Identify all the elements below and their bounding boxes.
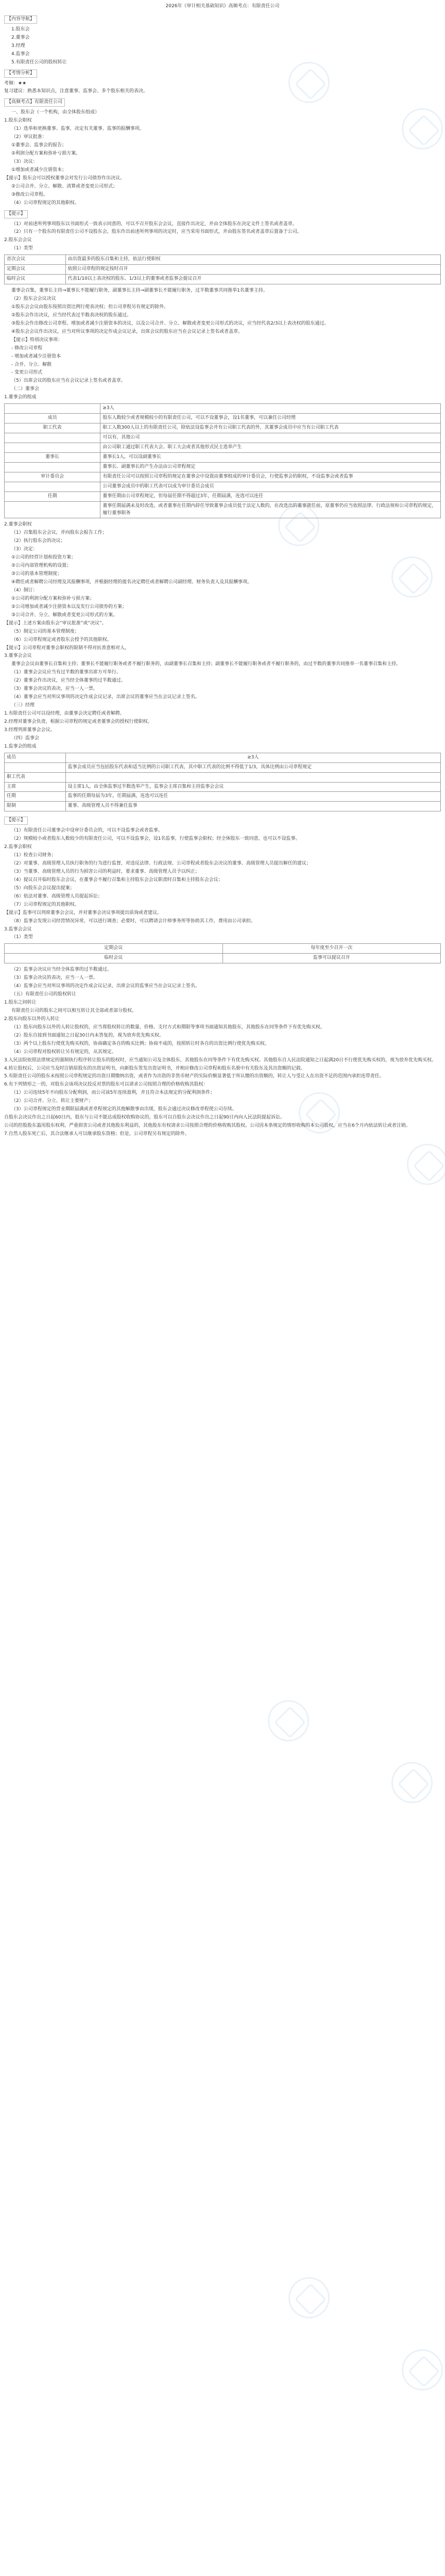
text-line: （2）监事会决议应当经全体监事的过半数通过。 xyxy=(11,967,112,973)
hint-tag: 【提示】 xyxy=(4,210,28,218)
sub-heading: 2.股东向股东以外的人转让 xyxy=(4,1016,60,1022)
table-cell: 可以有，其他公司 xyxy=(100,433,441,443)
text-line: （3）当董事、高级管理人员的行为损害公司的利益时，要求董事、高级管理人员予以纠正； xyxy=(11,869,200,874)
table-cell xyxy=(5,462,100,472)
meeting-type-table xyxy=(4,255,441,284)
text-line: （3）董事会决议的表决，应当一人一票。 xyxy=(11,686,98,692)
hint-text: （1）有限责任公司董事会中设审计委员会的，可以不设监事会或者监事。 xyxy=(11,828,163,834)
table-cell: 首次会议 xyxy=(5,255,66,265)
text-line: （4）公司章程对股权转让另有规定的，从其规定。 xyxy=(11,1049,116,1055)
table-cell: 限制 xyxy=(5,802,66,811)
list-item: - 增加或者减少注册资本 xyxy=(11,353,61,359)
hint-line: 【提示】特别决议事项： xyxy=(11,337,63,343)
sub-heading: 3.监事会会议 xyxy=(4,926,32,932)
text-line: ①股东会会议由股东按照出资比例行使表决权；但公司章程另有规定的除外。 xyxy=(11,304,169,310)
text-line: ④聘任或者解聘公司经理及其报酬事项，并根据经理的提名决定聘任或者解聘公司副经理、财务负责人及其报酬事项。 xyxy=(11,580,252,585)
text-line: ①增加或者减少注册资本； xyxy=(11,167,67,173)
text-line: （2）审议批准： xyxy=(11,134,47,140)
table-row xyxy=(5,472,441,482)
text-line: （5）出席会议的股东应当在会议记录上签名或者盖章。 xyxy=(11,378,126,384)
text-line: ②公司内部管理机构的设置； xyxy=(11,563,72,569)
text-line: （2）执行股东会的决议； xyxy=(11,538,65,544)
table-cell xyxy=(65,772,440,782)
sub-heading: （1）类型 xyxy=(11,246,33,251)
text-line: 3.经理列席董事会会议。 xyxy=(4,727,55,733)
table-row xyxy=(5,275,441,284)
text-line: ③公司的基本管理制度； xyxy=(11,571,62,577)
table-cell: 任期 xyxy=(5,492,100,501)
table-row xyxy=(5,462,441,472)
section-heading: （三）经理 xyxy=(11,703,35,708)
text-line: 董事会召集，董事长主持→董事长不能履行职务，副董事长主持→副董事长不能履行职务，过半数董事共同推举1名董事主持。 xyxy=(11,288,268,294)
nav-item: 4.监事会 xyxy=(11,51,30,57)
table-cell: 依照公司章程的规定按时召开 xyxy=(65,265,440,275)
table-cell: 董事长1人，可以设副董事长 xyxy=(100,452,441,462)
text-line: 6.有下列情形之一的，对股东会该项决议投反对票的股东可以请求公司按照合理的价格收购其股权： xyxy=(4,1082,208,1088)
watermark-logo xyxy=(407,1144,445,1185)
list-item: - 变更公司形式 xyxy=(11,370,43,376)
nav-item: 1.股东会 xyxy=(11,26,30,32)
table-cell: 职工代表 xyxy=(5,423,100,433)
table-cell: 临时会议 xyxy=(5,954,223,963)
table-cell: 审计委员会 xyxy=(5,472,100,482)
table-row xyxy=(5,443,441,452)
page-title: 2026年《审计相关基础知识》高频考点：有限责任公司 xyxy=(165,4,280,9)
nav-tag: 【内容导航】 xyxy=(4,15,37,24)
text-line: （1）公司连续5年不向股东分配利润，而公司该5年连续盈利，并且符合本法规定的分配利润条件； xyxy=(11,1090,215,1096)
nav-item: 2.董事会 xyxy=(11,35,30,40)
table-cell: ≥3人 xyxy=(65,753,440,762)
text-line: （4）制订： xyxy=(11,587,38,593)
hint-text: （2）规模较小或者股东人数较少的有限责任公司，可以不设监事会，设1名监事，行使监事会职权；经全体股东一致同意，也可以不设监事。 xyxy=(11,836,300,842)
hint-tag: 【提示】 xyxy=(4,817,28,825)
sub-heading: （1）类型 xyxy=(11,935,33,940)
table-row xyxy=(5,501,441,518)
table-cell: 董事、高级管理人员不得兼任监事 xyxy=(65,802,440,811)
supervisor-composition-table xyxy=(4,753,441,812)
text-line: （3）监事会决议的表决，应当一人一票。 xyxy=(11,975,98,981)
text-line: 有限责任公司的股东之间可以相互转让其全部或者部分股权。 xyxy=(11,1008,137,1013)
text-line: （4）监事会应当对所议事项的决定作成会议记录，出席会议的监事应当在会议记录上签名。 xyxy=(11,984,200,989)
text-line: 3.人民法院依照法律规定的强制执行程序转让股东的股权时，应当通知公司及全体股东，其他股东在同等条件下有优先购买权。其他股东自人民法院通知之日起满20日不行使优先购买权的，视为放弃优先购买权。 xyxy=(4,1057,437,1063)
text-line: （2）股东自接到书面通知之日起30日内未答复的，视为放弃优先购买权。 xyxy=(11,1032,164,1038)
sub-heading: 2.董事会职权 xyxy=(4,522,32,528)
text-line: 公司的控股股东滥用股东权利，严重损害公司或者其他股东利益的，其他股东有权请求公司按照合理的价格收购其股权。公司因本条规定的情形收购的本公司股权，应当在6个月内依法转让或者注销。 xyxy=(4,1123,410,1129)
text-line: （1）董事会会议应当有过半数的董事出席方可举行。 xyxy=(11,670,121,675)
watermark-logo xyxy=(268,1700,309,1741)
text-line: （2）董事会作出决议，应当经全体董事的过半数通过。 xyxy=(11,678,126,684)
table-row xyxy=(5,404,441,414)
list-item: - 修改公司章程 xyxy=(11,345,43,351)
text-line: （7）公司章程规定的其他职权。 xyxy=(11,902,79,907)
difficulty-line: 考频：★★ xyxy=(4,80,27,86)
table-cell xyxy=(5,501,100,518)
nav-item: 5.有限责任公司的股权转让 xyxy=(11,59,67,65)
table-cell xyxy=(5,482,100,492)
table-cell: 由公司职工通过职工代表大会、职工大会或者其他形式民主选举产生 xyxy=(100,443,441,452)
watermark-logo xyxy=(402,2349,443,2391)
table-cell: 每年度至少召开一次 xyxy=(222,944,441,954)
table-row xyxy=(5,492,441,501)
hint-line: 【提示】股东会可以授权董事会对发行公司债券作出决议。 xyxy=(4,175,125,181)
table-row xyxy=(5,255,441,265)
text-line: （3）两个以上股东行使优先购买权的，协商确定各自的购买比例；协商不成的，按照转让时各自的出资比例行使优先购买权。 xyxy=(11,1041,269,1046)
text-line: 7.自然人股东死亡后，其合法继承人可以继承股东资格；但是，公司章程另有规定的除外。 xyxy=(4,1131,190,1137)
text-line: 2.经理对董事会负责，根据公司章程的规定或者董事会的授权行使职权。 xyxy=(4,719,152,724)
table-cell: 设主席1人，由全体监事过半数选举产生，监事会主席召集和主持监事会会议 xyxy=(65,782,440,792)
text-line: ③股东会作出修改公司章程、增加或者减少注册资本的决议，以及公司合并、分立、解散或者变更公司形式的决议，应当经代表2/3以上表决权的股东通过。 xyxy=(11,320,329,326)
text-line: （4）公司章程规定的其他职权。 xyxy=(11,200,79,206)
watermark-logo xyxy=(391,1762,433,1803)
table-cell: 代表1/10以上表决权的股东、1/3以上的董事或者监事会提议召开 xyxy=(65,275,440,284)
board-composition-table xyxy=(4,403,441,518)
table-row xyxy=(5,944,441,954)
text-line: （3）决议： xyxy=(11,159,38,164)
table-row xyxy=(5,762,441,772)
table-cell: 主席 xyxy=(5,782,66,792)
text-line: （6）依法对董事、高级管理人员提起诉讼； xyxy=(11,893,102,899)
text-line: （3）决定： xyxy=(11,547,38,552)
watermark-logo xyxy=(288,2277,330,2318)
text-line: （5）向股东会会议提出提案； xyxy=(11,885,75,891)
text-line: ①公司的经营计划和投资方案； xyxy=(11,555,76,561)
text-line: 4.转让股权后，公司应当及时注销原股东的出资证明书，向新股东签发出资证明书，并相应修改公司章程和股东名册中有关股东及其出资额的记载。 xyxy=(4,1065,305,1071)
text-line: ②公司合并、分立、解散、清算或者变更公司形式； xyxy=(11,183,118,189)
table-cell: 任期 xyxy=(5,792,66,802)
table-row xyxy=(5,265,441,275)
text-line: ①公司的利润分配方案和弥补亏损方案； xyxy=(11,596,95,601)
section-heading: （四）监事会 xyxy=(11,735,40,741)
table-row xyxy=(5,423,441,433)
table-cell: 监事的任期每届为3年，任期届满，连选可以连任 xyxy=(65,792,440,802)
table-cell xyxy=(5,443,100,452)
table-row xyxy=(5,452,441,462)
text-line: ①董事会、监事会的报告； xyxy=(11,143,67,148)
section-heading: （五）有限责任公司的股权转让 xyxy=(11,992,77,997)
supervisor-meeting-table xyxy=(4,943,441,963)
hint-text: （2）只有一个股东的有限责任公司不设股东会，股东作出前述所列事项的决定时，应当采用书面形式，并由股东签名或者盖章后置备于公司。 xyxy=(11,229,302,235)
table-cell: 董事长 xyxy=(5,452,100,462)
table-row xyxy=(5,954,441,963)
text-line: 5.有限责任公司的股东未按照公司章程规定的出资日期缴纳出资，或者作为出资的非货币财产的实际价额显著低于所认缴的出资额的，转让人与受让人在出资不足的范围内承担连带责任。 xyxy=(4,1074,384,1079)
table-row xyxy=(5,792,441,802)
text-line: （3）公司章程规定的营业期限届满或者章程规定的其他解散事由出现，股东会通过决议修改章程使公司存续。 xyxy=(11,1107,237,1112)
text-line: （1）召集股东会会议，并向股东会报告工作； xyxy=(11,530,107,536)
table-row xyxy=(5,482,441,492)
text-line: （8）监事会发现公司经营情况异常，可以进行调查；必要时，可以聘请会计师事务所等协助其工作，费用由公司承担。 xyxy=(11,918,255,924)
table-row xyxy=(5,753,441,762)
table-cell xyxy=(5,404,100,414)
text-line: （1）股东向股东以外的人转让股权的，应当将股权转让的数量、价格、支付方式和期限等事项书面通知其他股东，其他股东在同等条件下有优先购买权。 xyxy=(11,1024,325,1030)
table-cell: 股东人数较少或者规模较小的有限责任公司，可以不设董事会，设1名董事，可以兼任公司经理 xyxy=(100,414,441,423)
table-row xyxy=(5,802,441,811)
table-cell: 职工代表 xyxy=(5,772,66,782)
text-line: 1.有限责任公司可以设经理，由董事会决定聘任或者解聘。 xyxy=(4,711,125,716)
sub-heading: 2.股东会会议 xyxy=(4,238,32,243)
text-line: ②公司增加或者减少注册资本以及发行公司债券的方案； xyxy=(11,604,127,609)
text-line: （2）对董事、高级管理人员执行职务的行为进行监督，对违反法律、行政法规、公司章程或者股东会决议的董事、高级管理人员提出解任的建议； xyxy=(11,861,311,866)
table-cell: 由出资最多的股东召集和主持，依法行使职权 xyxy=(65,255,440,265)
table-cell: ≥3人 xyxy=(100,404,441,414)
document-page xyxy=(0,0,445,1144)
hint-line: 【提示】监事可以列席董事会会议，并对董事会决议事项提出质询或者建议。 xyxy=(4,910,162,916)
content-tag: 【高频考点】有限责任公司 xyxy=(4,98,65,107)
section-heading: 一、股东会（一个机构，由全体股东组成） xyxy=(11,110,100,115)
table-cell: 董事任期届满未及时改选，或者董事在任期内辞任导致董事会成员低于法定人数的，在改选出的董事就任前，原董事仍应当依照法律、行政法规和公司章程的规定，履行董事职务 xyxy=(100,501,441,518)
table-cell: 监事可以提议召开 xyxy=(222,954,441,963)
text-line: ④股东会会议作出决议，应当对所议事项的决定作成会议记录，出席会议的股东应当在会议记录上签名或者盖章。 xyxy=(11,329,243,334)
hint-line: 【提示】上述方案由股东会“审议批准”或“决议”。 xyxy=(4,620,107,626)
text-line: （6）公司章程规定或者股东会授予的其他职权。 xyxy=(11,637,112,642)
table-cell: 监事会成员应当包括股东代表和适当比例的公司职工代表，其中职工代表的比例不得低于1/3，具体比例由公司章程规定 xyxy=(65,762,440,772)
table-cell: 定期会议 xyxy=(5,265,66,275)
table-cell: 董事长、副董事长的产生办法由公司章程规定 xyxy=(100,462,441,472)
sub-heading: 1.董事会的组成 xyxy=(4,395,37,400)
hint-text: （1）对前述所列事项股东以书面形式一致表示同意的，可以不召开股东会会议，直接作出决定，并由全体股东在决定文件上签名或者盖章。 xyxy=(11,221,297,227)
sub-heading: （2）股东会会议决议 xyxy=(11,296,56,301)
text-line: 董事会会议由董事长召集和主持；董事长不能履行职务或者不履行职务的，由副董事长召集和主持；副董事长不能履行职务或者不履行职务的，由过半数的董事共同推举一名董事召集和主持。 xyxy=(11,662,401,667)
text-line: ③公司合并、分立、解散或者变更公司形式的方案。 xyxy=(11,612,118,618)
text-line: （2）公司合并、分立、转让主要财产； xyxy=(11,1098,93,1104)
table-cell: 公司董事会成员中的职工代表可以成为审计委员会成员 xyxy=(100,482,441,492)
table-cell: 定期会议 xyxy=(5,944,223,954)
table-row xyxy=(5,772,441,782)
table-cell xyxy=(5,433,100,443)
table-cell: 成员 xyxy=(5,753,66,762)
list-item: - 合并、分立、解散 xyxy=(11,362,52,367)
table-cell xyxy=(5,762,66,772)
nav-item: 3.经理 xyxy=(11,43,25,48)
text-line: （4）提议召开临时股东会会议，在董事会不履行召集和主持股东会会议职责时召集和主持股东会会议； xyxy=(11,877,223,883)
table-cell: 成员 xyxy=(5,414,100,423)
text-line: （1）选举和更换董事、监事，决定有关董事、监事的报酬事项。 xyxy=(11,126,144,132)
table-row xyxy=(5,782,441,792)
text-line: 自股东会决议作出之日起60日内，股东与公司不能达成股权收购协议的，股东可以自股东会决议作出之日起90日内向人民法院提起诉讼。 xyxy=(4,1115,285,1121)
text-line: （4）董事会应当对所议事项的决定作成会议记录，出席会议的董事应当在会议记录上签名。 xyxy=(11,694,200,700)
text-line: ②利润分配方案和弥补亏损方案。 xyxy=(11,151,81,156)
section-heading: （二）董事会 xyxy=(11,386,40,392)
table-cell: 临时会议 xyxy=(5,275,66,284)
table-cell: 董事任期由公司章程规定，但每届任期不得超过3年，任期届满，连选可以连任 xyxy=(100,492,441,501)
analysis-tag: 【考情分析】 xyxy=(4,70,37,78)
table-cell: 有限责任公司可以按照公司章程的规定在董事会中设置由董事组成的审计委员会，行使监事会的职权，不设监事会或者监事 xyxy=(100,472,441,482)
sub-heading: 2.监事会职权 xyxy=(4,844,32,850)
hint-line: 【提示】公司章程对董事会职权的限制不得对抗善意相对人。 xyxy=(4,645,130,651)
table-cell: 职工人数300人以上的有限责任公司，除依法设监事会并有公司职工代表的外，其董事会成员中应当有公司职工代表 xyxy=(100,423,441,433)
sub-heading: 3.董事会会议 xyxy=(4,653,32,659)
text-line: （5）制定公司的基本管理制度； xyxy=(11,629,79,634)
table-row xyxy=(5,433,441,443)
sub-heading: 1.股东会职权 xyxy=(4,118,32,124)
sub-heading: 1.股东之间转让 xyxy=(4,1000,37,1005)
text-line: ③修改公司章程。 xyxy=(11,192,48,197)
table-row xyxy=(5,414,441,423)
text-line: （1）检查公司财务； xyxy=(11,853,56,858)
text-line: ②股东会作出决议，应当经代表过半数表决权的股东通过。 xyxy=(11,312,132,318)
sub-heading: 1.监事会的组成 xyxy=(4,743,37,749)
suggestion-line: 复习建议：熟悉本知识点，注意董事、监事会、多个股东相关的表决。 xyxy=(4,89,148,94)
